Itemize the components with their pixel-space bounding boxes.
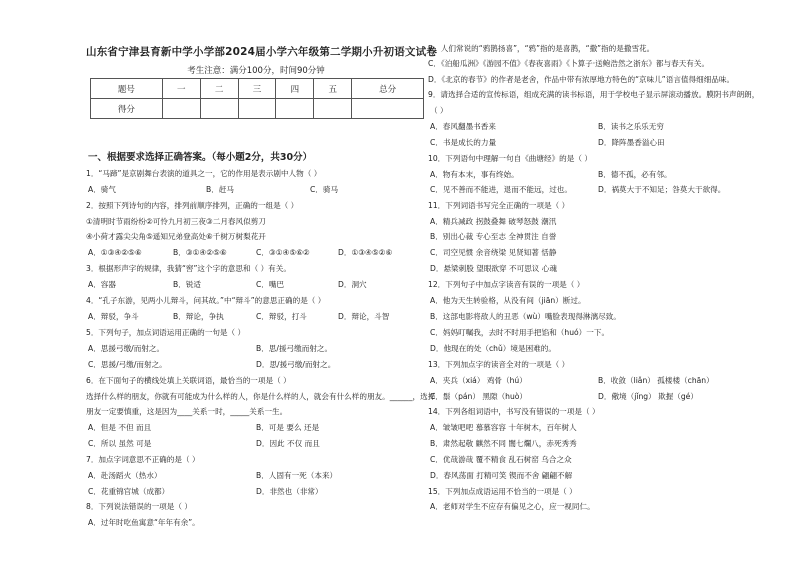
answer-option: A．赴汤蹈火（热水） [88, 471, 162, 480]
score-cell [352, 99, 424, 119]
answer-option: A．骑气 [88, 185, 116, 194]
answer-option: A．过年时吃鱼寓意“年年有余”。 [88, 518, 200, 527]
question-text: 12．下列句子中加点字读音有误的一项是（ ） [428, 280, 585, 289]
answer-option: D．他现在的处（chǔ）境是困难的。 [430, 344, 556, 353]
question-text: 15．下列加点成语运用不恰当的一项是（ ） [428, 487, 577, 496]
question-text: ④小荷才露尖尖角⑤遥知兄弟登高处⑥千树万树梨花开 [86, 232, 266, 241]
score-header-cell: 题号 [91, 79, 163, 99]
answer-option: B．锐适 [173, 280, 201, 289]
answer-option: C．优哉游哉 覆不精食 乱石树窑 乌合之众 [430, 455, 572, 464]
answer-option: B．收敛（liǎn） 孤楼楼（chān） [598, 376, 714, 385]
question-text: B．人们常说的“鸦鹊扬喜”，“鸦”指的是喜鹊，“撒”指的是撒雪花。 [428, 44, 655, 53]
score-header-row [91, 79, 424, 99]
question-text: 朋友一定要慎重，这是因为____关系一时，_____关系一生。 [86, 407, 288, 416]
answer-option: B．辩论，争执 [173, 312, 224, 321]
exam-note: 考生注意：满分100分，时间90分钟 [187, 66, 325, 76]
section-title: 一、根据要求选择正确答案。（每小题2分，共30分） [88, 152, 313, 163]
score-header-cell: 四 [276, 79, 314, 99]
question-text: 7．加点字词意思不正确的是（ ） [86, 455, 200, 464]
question-text: C．《泊船瓜洲》《游园不值》《春夜喜雨》《卜算子·送鲍浩然之浙东》都与春天有关。 [428, 59, 710, 68]
answer-option: B．思/援弓缴而射之。 [256, 344, 333, 353]
answer-option: A．春风翻墨书香来 [430, 122, 496, 131]
score-header-cell: 一 [162, 79, 200, 99]
score-value-row [91, 99, 424, 119]
score-header-cell: 三 [238, 79, 276, 99]
answer-option: C．骑马 [310, 185, 339, 194]
question-text: ①清明时节雨纷纷②可怜九月初三夜③二月春风似剪刀 [86, 217, 266, 226]
answer-option: A．①③④②⑤⑥ [88, 248, 142, 257]
score-cell [162, 99, 200, 119]
score-table [90, 78, 424, 119]
answer-option: C．鬃（pán） 黑隙（huò） [430, 392, 528, 401]
answer-option: B．肃然起敬 麒然不同 闇七爛八，赤死秀秀 [430, 439, 577, 448]
question-text: 4．“孔子东游，见两小儿辩斗，问其故。”中“辩斗”的意思正确的是（ ） [86, 296, 326, 305]
answer-option: B．赶马 [206, 185, 234, 194]
answer-option: A．物有本末，事有终始。 [430, 170, 519, 179]
answer-option: C．见不善而不能进，退而不能远，过也。 [430, 185, 572, 194]
question-text: 14．下列各组词语中，书写没有错误的一项是（ ） [428, 407, 600, 416]
answer-option: D．悬梁刺股 望眼欲穿 不可思议 心魂 [430, 264, 557, 273]
answer-option: A．辩驳，争斗 [88, 312, 139, 321]
score-cell [238, 99, 276, 119]
answer-option: C．嘴巴 [256, 280, 285, 289]
answer-option: D．辩论，斗智 [338, 312, 390, 321]
question-text: 5．下列句子，加点词语运用正确的一句是（ ） [86, 328, 246, 337]
question-text: 2．按照下列诗句的内容，排列前顺序排列，正确的一组是（ ） [86, 201, 299, 210]
answer-option: D．儆境（jǐng） 欺握（gé） [598, 392, 698, 401]
answer-option: A．他为天生转验格，从没有间（jiān）断过。 [430, 296, 586, 305]
answer-option: B．可是 要么 还是 [256, 423, 320, 432]
answer-option: B．别出心裁 专心至志 全神贯注 自誉 [430, 232, 557, 241]
score-header-cell: 总分 [352, 79, 424, 99]
answer-option: A．皱皱吧吧 慕慕容容 十年树木，百年树人 [430, 423, 577, 432]
answer-option: A．思援弓缴/而射之。 [88, 344, 165, 353]
answer-option: B．③①④②⑤⑥ [173, 248, 227, 257]
question-text: 6．在下面句子的横线处填上关联词语，最恰当的一项是（ ） [86, 376, 291, 385]
answer-option: A．但是 不但 而且 [88, 423, 152, 432]
answer-option: C．司空见惯 余音绕梁 见贤知著 恬静 [430, 248, 557, 257]
answer-option: A．容器 [88, 280, 116, 289]
answer-option: C．书是成长的力量 [430, 138, 497, 147]
answer-option: D．降阵墨香溢心田 [598, 138, 665, 147]
question-text: 9．请选择合适的宣传标语，组成充满的读书标语，用于学校电子显示屏滚动播放。膜阴书声朗朗， [428, 90, 760, 99]
answer-option: B．这部电影将敌人的丑恶（wù）嘴脸表现得淋漓尽致。 [430, 312, 621, 321]
score-header-cell: 五 [314, 79, 352, 99]
answer-option: C．所以 虽然 可是 [88, 439, 152, 448]
exam-title: 山东省宁津县育新中学小学部2024届小学六年级第二学期小升初语文试卷 [86, 46, 438, 58]
score-cell [200, 99, 238, 119]
score-cell [276, 99, 314, 119]
question-text: 13．下列加点字的读音全对的一项是（ ） [428, 360, 570, 369]
answer-option: B．读书之乐乐无穷 [598, 122, 664, 131]
answer-option: B．人固有一死（本来） [256, 471, 338, 480]
question-text: 8．下列说法错误的一项是（ ） [86, 502, 192, 511]
question-text: 选择什么样的朋友，你就有可能成为什么样的人，你是什么样的人，就会有什么样的朋友。______，选择 [86, 392, 436, 401]
score-header-cell: 二 [200, 79, 238, 99]
answer-option: C．③①④⑤⑥② [256, 248, 310, 257]
question-text: 1．“马蹄”是京剧舞台表演的道具之一，它的作用是表示剧中人物（ ） [86, 169, 322, 178]
answer-option: D．洞穴 [338, 280, 367, 289]
answer-option: D．非然也（非常） [256, 487, 323, 496]
answer-option: A．夹兵（xiá） 鸡骨（hú） [430, 376, 527, 385]
answer-option: A．老师对学生不应存有偏见之心，应一视同仁。 [430, 502, 595, 511]
question-text: 3．根据形声字的规律，我猜“窖”这个字的意思和（ ）有关。 [86, 264, 291, 273]
answer-option: D．因此 不仅 而且 [256, 439, 320, 448]
answer-option: C．思援/弓缴/而射之。 [88, 360, 167, 369]
question-text: 11．下列词语书写完全正确的一项是（ ） [428, 201, 570, 210]
question-text: 10．下列语句中理解一句自《曲塘经》的是（ ） [428, 154, 592, 163]
score-cell [314, 99, 352, 119]
score-row-label: 得分 [91, 99, 163, 119]
answer-option: A．精兵减政 拐鼓叠舞 破琴怒鼓 潮汛 [430, 217, 557, 226]
answer-option: D．春风荡面 打精可笑 锲而不舍 翩翩不解 [430, 471, 573, 480]
answer-option: C．妈妈叮嘱我，去时不时用手把馅和（huó）一下。 [430, 328, 610, 337]
answer-option: D．思/援弓缴/而射之。 [256, 360, 336, 369]
answer-option: C．辩驳，打斗 [256, 312, 307, 321]
answer-option: C．花重锦官城（成都） [88, 487, 170, 496]
answer-option: D．祸莫大于不知足；咎莫大于欲得。 [598, 185, 726, 194]
answer-option: B．德不孤，必有邻。 [598, 170, 672, 179]
answer-option: （ ） [430, 106, 448, 115]
answer-option: D．①③④⑤②⑥ [338, 248, 393, 257]
question-text: D．《北京的春节》的作者是老舍，作品中带有浓厚地方特色的“京味儿”语言值得细细品味。 [428, 75, 735, 84]
